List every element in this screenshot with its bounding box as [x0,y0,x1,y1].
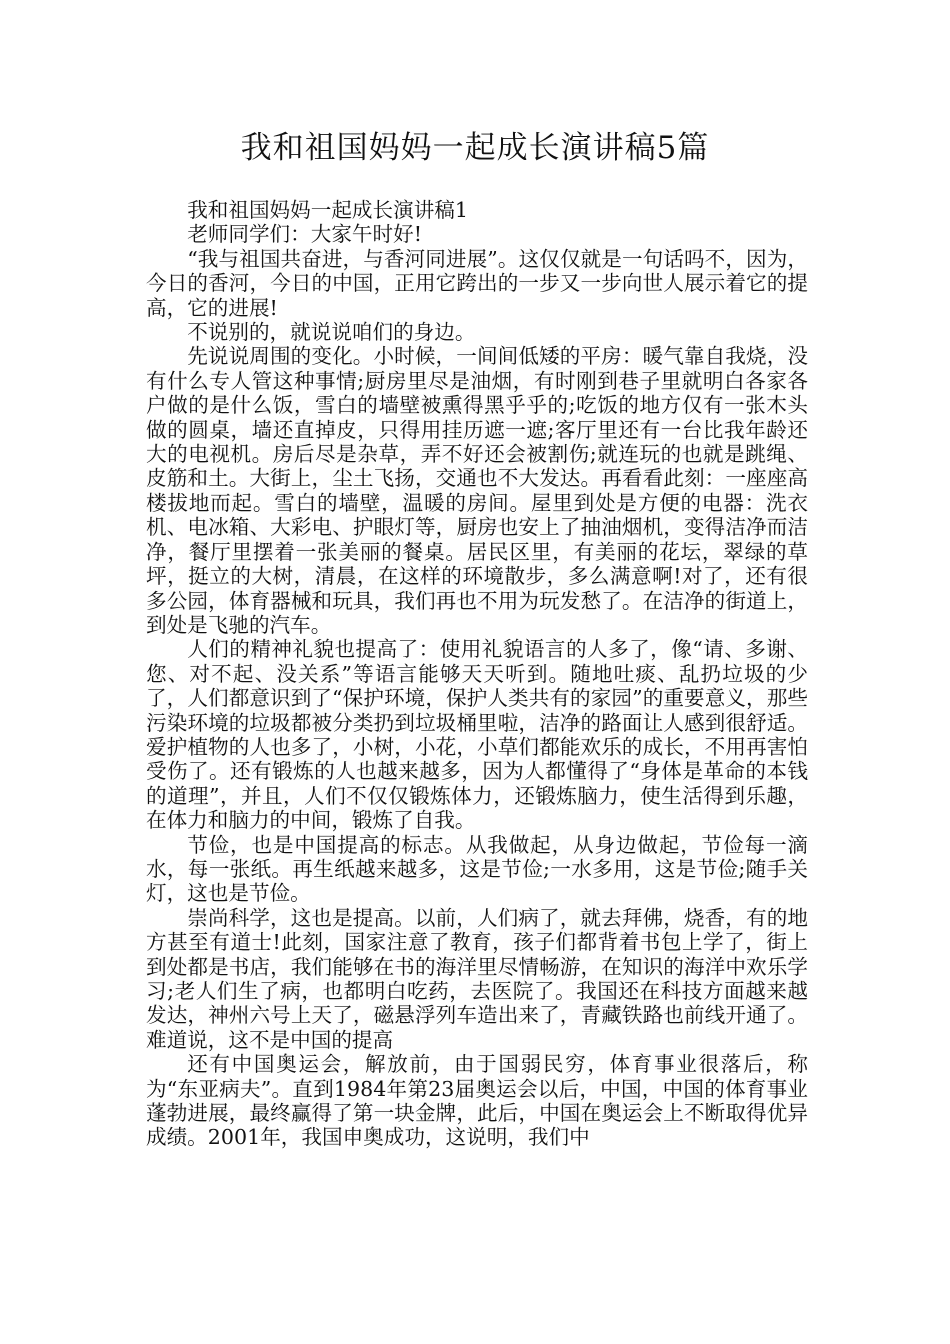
paragraph: 崇尚科学，这也是提高。以前，人们病了，就去拜佛，烧香，有的地方甚至有道士!此刻，国家注意了教育，孩子们都背着书包上学了，街上到处都是书店，我们能够在书的海洋里尽情畅游，在知识的海洋中欢乐学习;老人们生了病，也都明白吃药，去医院了。我国还在科技方面越来越发达，神州六号上天了，磁悬浮列车造出来了，青藏铁路也前线开通了。难道说，这不是中国的提高 [146,905,808,1052]
document-title: 我和祖国妈妈一起成长演讲稿5篇 [240,130,710,166]
document-body [146,198,808,1150]
paragraph: 先说说周围的变化。小时候，一间间低矮的平房：暖气靠自我烧，没有什么专人管这种事情;厨房里尽是油烟，有时刚到巷子里就明白各家各户做的是什么饭，雪白的墙壁被熏得黑乎乎的;吃饭的地方仅有一张木头做的圆桌，墙还直掉皮，只得用挂历遮一遮;客厅里还有一台比我年龄还大的电视机。房后尽是杂草，弄不好还会被割伤;就连玩的也就是跳绳、皮筋和土。大街上，尘土飞扬，交通也不大发达。再看看此刻：一座座高楼拔地而起。雪白的墙壁，温暖的房间。屋里到处是方便的电器：洗衣机、电冰箱、大彩电、护眼灯等，厨房也安上了抽油烟机，变得洁净而洁净，餐厅里摆着一张美丽的餐桌。居民区里，有美丽的花坛，翠绿的草坪，挺立的大树，清晨，在这样的环境散步，多么满意啊!对了，还有很多公园，体育器械和玩具，我们再也不用为玩发愁了。在洁净的街道上，到处是飞驰的汽车。 [146,344,808,637]
paragraph: 不说别的，就说说咱们的身边。 [187,320,476,345]
paragraph: 节俭，也是中国提高的标志。从我做起，从身边做起，节俭每一滴水，每一张纸。再生纸越来越多，这是节俭;一水多用，这是节俭;随手关灯，这也是节俭。 [146,832,808,906]
paragraph: 人们的精神礼貌也提高了：使用礼貌语言的人多了，像“请、多谢、您、对不起、没关系”等语言能够天天听到。随地吐痰、乱扔垃圾的少了，人们都意识到了“保护环境，保护人类共有的家园”的重要意义，那些污染环境的垃圾都被分类扔到垃圾桶里啦，洁净的路面让人感到很舒适。爱护植物的人也多了，小树，小花，小草们都能欢乐的成长，不用再害怕受伤了。还有锻炼的人也越来越多，因为人都懂得了“身体是革命的本钱的道理”，并且，人们不仅仅锻炼体力，还锻炼脑力，使生活得到乐趣，在体力和脑力的中间，锻炼了自我。 [146,637,808,833]
paragraph: 还有中国奥运会，解放前，由于国弱民穷，体育事业很落后，称为“东亚病夫”。直到1984年第23届奥运会以后，中国，中国的体育事业蓬勃进展，最终赢得了第一块金牌，此后，中国在奥运会上不断取得优异成绩。2001年，我国申奥成功，这说明，我们中 [146,1052,808,1150]
paragraph: “我与祖国共奋进，与香河同进展”。这仅仅就是一句话吗不，因为，今日的香河，今日的中国，正用它跨出的一步又一步向世人展示着它的提高，它的进展! [146,246,808,320]
paragraph-greeting: 老师同学们：大家午时好! [187,222,422,247]
paragraph-subtitle: 我和祖国妈妈一起成长演讲稿1 [187,198,469,222]
